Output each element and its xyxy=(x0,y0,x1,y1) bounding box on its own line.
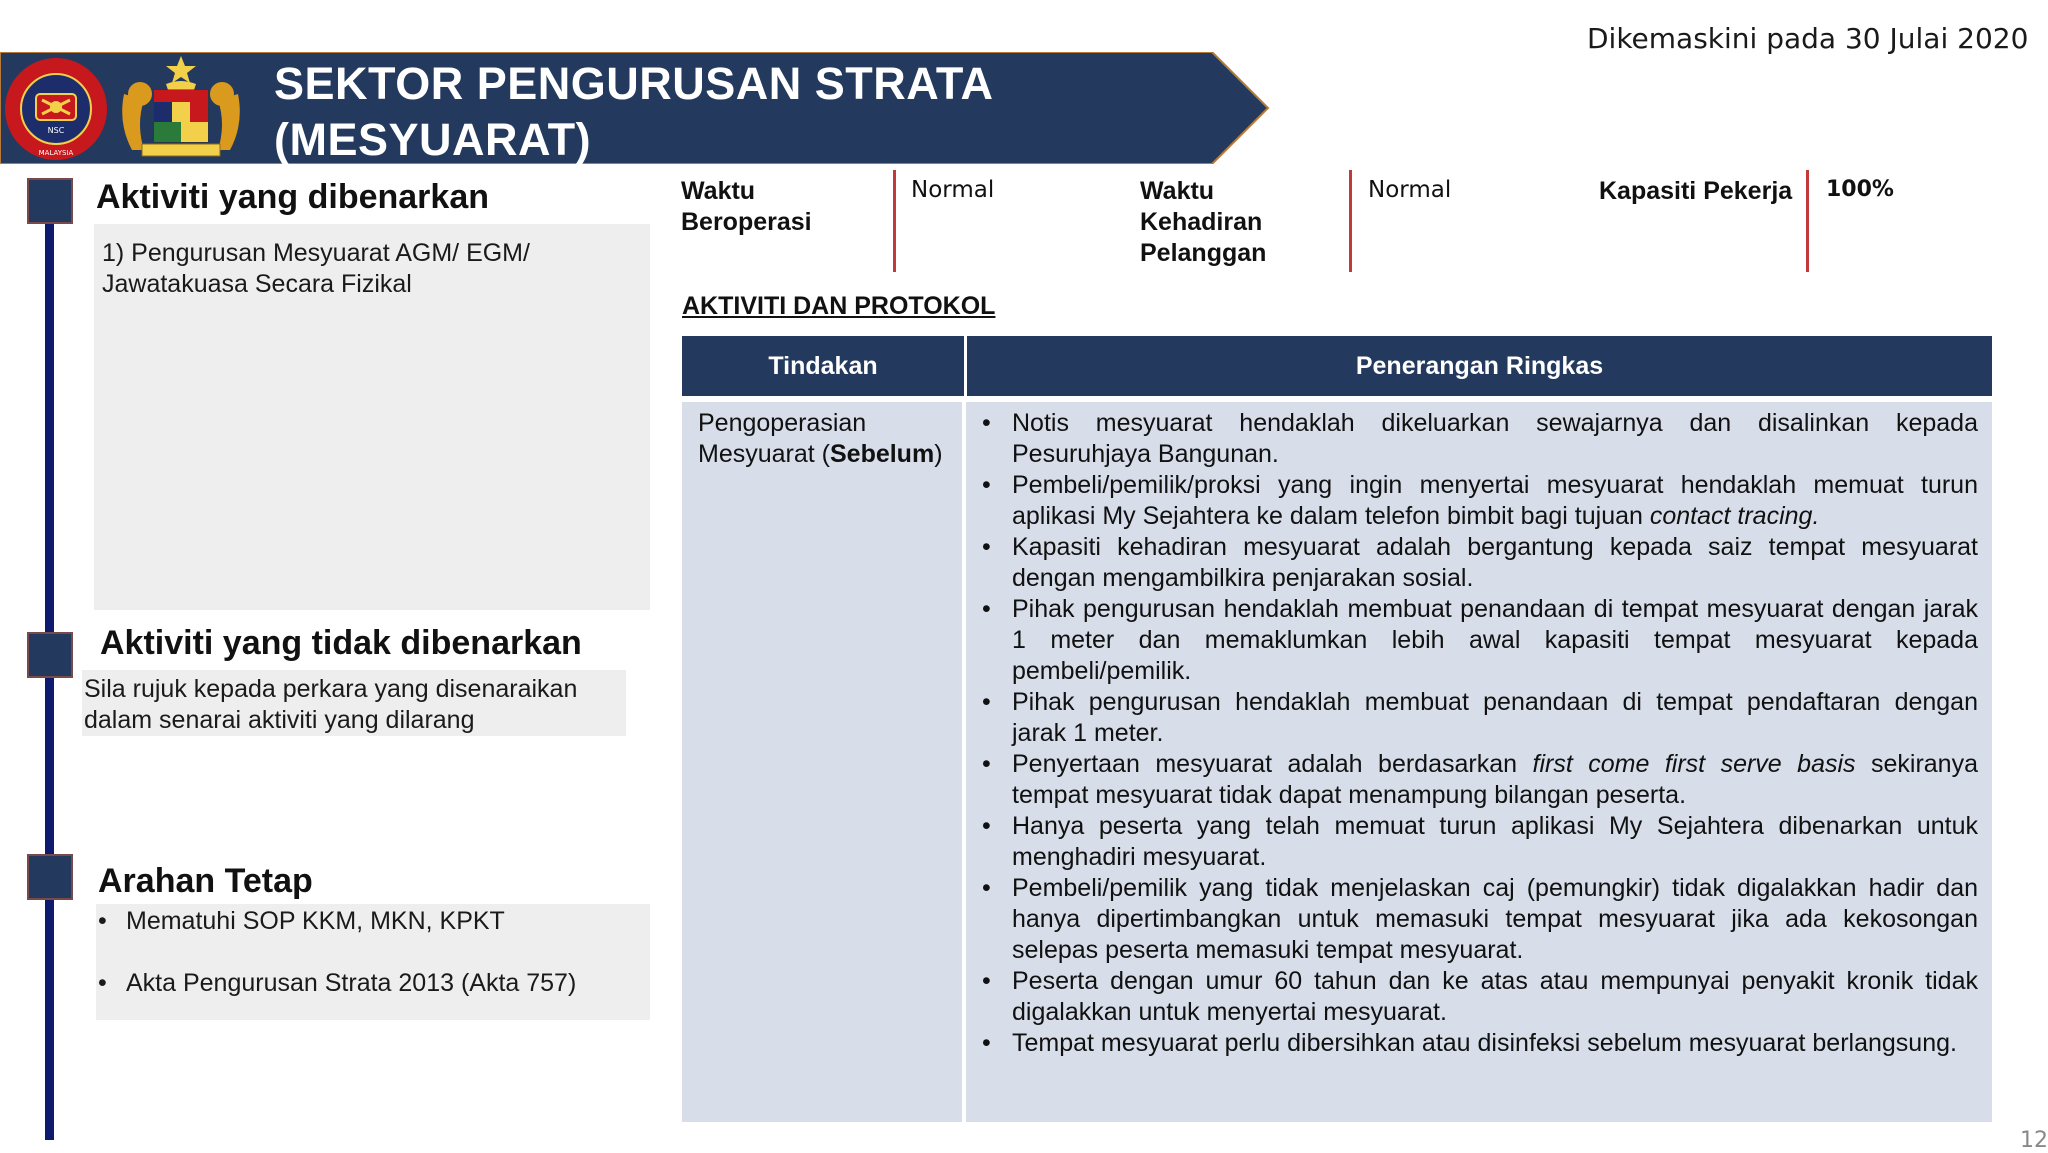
svg-text:MALAYSIA: MALAYSIA xyxy=(38,149,74,157)
description-item: • Peserta dengan umur 60 tahun dan ke atas atau mempunyai penyakit kronik tidak digalakkan untuk menyertai mesyuarat. xyxy=(980,966,1978,1028)
timeline-marker-directives xyxy=(27,854,73,900)
nsc-logo-icon xyxy=(2,56,110,162)
allowed-item: 1) Pengurusan Mesyuarat AGM/ EGM/ Jawatakuasa Secara Fizikal xyxy=(102,239,530,298)
action-cell xyxy=(698,408,958,470)
separator xyxy=(893,170,896,272)
col-desc-header: Penerangan Ringkas xyxy=(1355,352,1604,380)
description-item: • Pembeli/pemilik/proksi yang ingin menyertai mesyuarat hendaklah memuat turun aplikasi My Sejahtera ke dalam telefon bimbit bagi tujuan contact tracing. xyxy=(980,470,1978,532)
description-item: • Tempat mesyuarat perlu dibersihkan atau disinfeksi sebelum mesyuarat berlangsung. xyxy=(980,1028,1978,1059)
allowed-panel xyxy=(94,224,650,610)
action-text: Pengoperasian Mesyuarat ( xyxy=(698,409,867,468)
not-allowed-text: Sila rujuk kepada perkara yang disenaraikan dalam senarai aktiviti yang dilarang xyxy=(84,675,578,734)
description-list xyxy=(980,408,1978,1059)
not-allowed-panel xyxy=(82,670,626,736)
description-item: • Notis mesyuarat hendaklah dikeluarkan sewajarnya dan disalinkan kepada Pesuruhjaya Bangunan. xyxy=(980,408,1978,470)
not-allowed-title: Aktiviti yang tidak dibenarkan xyxy=(100,624,582,662)
attendance-value: Normal xyxy=(1368,177,1452,203)
description-item: • Hanya peserta yang telah memuat turun aplikasi My Sejahtera dibenarkan untuk menghadiri mesyuarat. xyxy=(980,811,1978,873)
directives-title: Arahan Tetap xyxy=(98,862,313,900)
description-item: • Kapasiti kehadiran mesyuarat adalah bergantung kepada saiz tempat mesyuarat dengan mengambilkira penjarakan sosial. xyxy=(980,532,1978,594)
attendance-label: Waktu Kehadiran Pelanggan xyxy=(1140,177,1267,267)
page-number: 12 xyxy=(2020,1128,2048,1153)
capacity-label: Kapasiti Pekerja xyxy=(1599,177,1793,205)
action-text-bold: Sebelum xyxy=(829,440,935,468)
timeline-marker-not-allowed xyxy=(27,632,73,678)
page-title-line2: (MESYUARAT) xyxy=(274,114,592,165)
coat-of-arms-icon xyxy=(114,54,248,160)
operating-hours-value: Normal xyxy=(911,177,995,203)
updated-date: Dikemaskini pada 30 Julai 2020 xyxy=(1587,22,2029,55)
svg-text:NSC: NSC xyxy=(47,126,65,135)
table-cell-action-bg xyxy=(682,402,962,1122)
description-item: • Pihak pengurusan hendaklah membuat penandaan di tempat mesyuarat dengan jarak 1 meter dan memaklumkan lebih awal kapasiti tempat mesyuarat kepada pembeli/pemilik. xyxy=(980,594,1978,687)
timeline-marker-allowed xyxy=(27,178,73,224)
directives-panel xyxy=(96,904,650,1020)
action-text-close: ) xyxy=(934,440,943,468)
col-action-header: Tindakan xyxy=(768,352,878,380)
page-title xyxy=(274,56,994,168)
description-item: • Pembeli/pemilik yang tidak menjelaskan caj (pemungkir) tidak digalakkan hadir dan hanya dipertimbangkan untuk memasuki tempat mesyuarat jika ada kekosongan selepas peserta memasuki tempat mesyuarat. xyxy=(980,873,1978,966)
description-item: • Pihak pengurusan hendaklah membuat penandaan di tempat pendaftaran dengan jarak 1 meter. xyxy=(980,687,1978,749)
protocol-title: AKTIVITI DAN PROTOKOL xyxy=(682,292,996,320)
separator xyxy=(1349,170,1352,272)
capacity-value: 100% xyxy=(1826,177,1894,202)
directive-item: • Akta Pengurusan Strata 2013 (Akta 757) xyxy=(98,968,650,999)
table-header xyxy=(682,336,1992,396)
page-title-line1: SEKTOR PENGURUSAN STRATA xyxy=(274,58,994,109)
directive-item: • Mematuhi SOP KKM, MKN, KPKT xyxy=(98,906,650,937)
allowed-title: Aktiviti yang dibenarkan xyxy=(96,178,489,216)
description-item: • Penyertaan mesyuarat adalah berdasarkan first come first serve basis sekiranya tempat mesyuarat tidak dapat menampung bilangan peserta. xyxy=(980,749,1978,811)
separator xyxy=(1806,170,1809,272)
operating-hours-label: Waktu Beroperasi xyxy=(681,177,812,236)
